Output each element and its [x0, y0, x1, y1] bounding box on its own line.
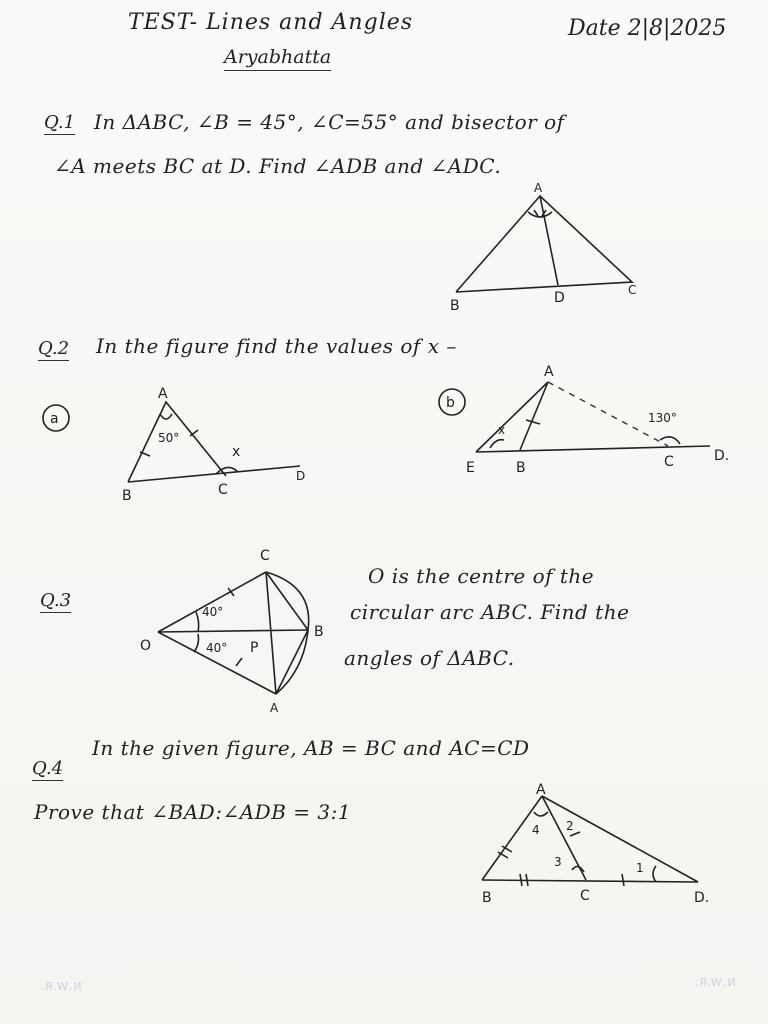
q2b-label-C: C	[664, 454, 674, 470]
q2a-label-A: A	[158, 386, 168, 402]
footer-mark-left: N.W.R.	[40, 980, 82, 993]
q3-line3: angles of ΔABC.	[344, 646, 515, 670]
q4-label-A: A	[536, 782, 546, 798]
q4-base-BD	[482, 880, 698, 882]
q2b-angle-130: 130°	[648, 411, 677, 425]
q2b-label-B: B	[516, 460, 526, 476]
q3-label-P: P	[250, 640, 259, 656]
q4-line2: Prove that ∠BAD:∠ADB = 3:1	[34, 800, 352, 824]
q2a-tag: a	[50, 411, 59, 427]
q2b-tag: b	[446, 395, 455, 411]
q3-label-O: O	[140, 638, 152, 654]
q3-angle-2: 40°	[206, 641, 228, 655]
q2b-label-D: D.	[714, 448, 730, 464]
q3-label: Q.3	[40, 590, 72, 611]
q2-label: Q.2	[38, 338, 70, 359]
q2a-x: x	[232, 444, 241, 460]
q4-label-C: C	[580, 888, 590, 904]
q1-label: Q.1	[44, 112, 76, 133]
q4-label-D: D.	[694, 890, 710, 906]
q4-label-B: B	[482, 890, 492, 906]
q2a-label-D: D	[296, 469, 306, 483]
q1-line1: In ΔABC, ∠B = 45°, ∠C=55° and bisector of	[94, 110, 565, 134]
q2b-label-E: E	[466, 460, 475, 476]
q4-angle-3: 3	[554, 855, 562, 869]
test-title: TEST- Lines and Angles	[128, 10, 414, 35]
q2a-angle-50: 50°	[158, 431, 180, 445]
q3-label-C: C	[260, 548, 270, 564]
q1-label-A: A	[534, 181, 543, 195]
q3-line1: O is the centre of the	[368, 564, 595, 588]
q1-label-B: B	[450, 298, 460, 314]
q3-label-A: A	[270, 701, 279, 715]
q1-line2: ∠A meets BC at D. Find ∠ADB and ∠ADC.	[54, 154, 502, 178]
footer-mark-right: N.W.R.	[694, 976, 736, 989]
q4-angle-2: 2	[566, 819, 574, 833]
test-date: Date 2|8|2025	[568, 16, 727, 41]
q4-side-BA	[482, 796, 542, 880]
q4-angle-1: 1	[636, 861, 644, 875]
q1-label-C: C	[628, 283, 637, 297]
q1-label-D: D	[554, 290, 565, 306]
q3-label-B: B	[314, 624, 324, 640]
q4-line1: In the given figure, AB = BC and AC=CD	[92, 736, 530, 760]
q2b-x: x	[498, 423, 506, 437]
q4-angle-4: 4	[532, 823, 540, 837]
q2-text: In the figure find the values of x –	[96, 334, 457, 358]
section-name: Aryabhatta	[224, 46, 331, 71]
q2a-label-B: B	[122, 488, 132, 504]
q3-line2: circular arc ABC. Find the	[350, 600, 630, 624]
q3-angle-1: 40°	[202, 605, 224, 619]
q2b-label-A: A	[544, 364, 554, 380]
q2a-label-C: C	[218, 482, 228, 498]
q4-label: Q.4	[32, 758, 64, 779]
